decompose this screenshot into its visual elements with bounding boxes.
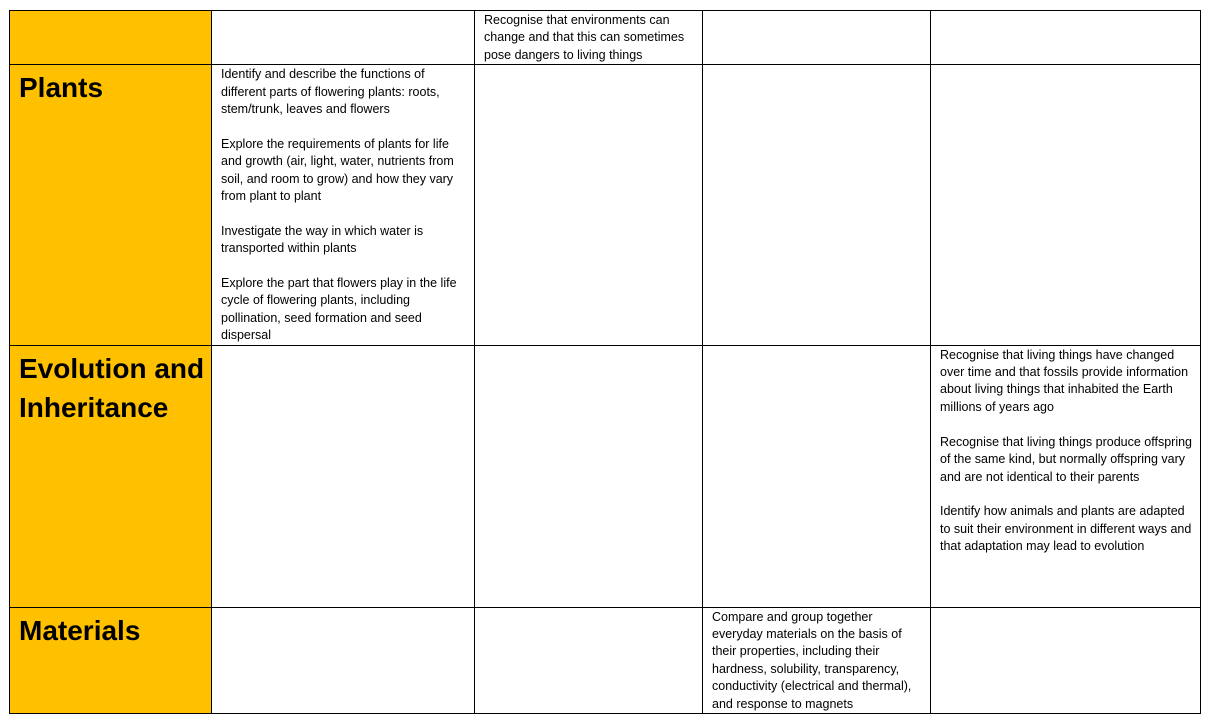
curriculum-table [9,10,1201,714]
objective-cell [475,65,703,345]
objective-text: Explore the part that flowers play in the life cycle of flowering plants, including pollination, seed formation and seed dispersal [221,276,457,343]
objective-text: Compare and group together everyday materials on the basis of their properties, including their hardness, solubility, transparency, conductivity (electrical and thermal), and response to magnets [712,609,912,711]
objective-cell [703,11,931,65]
objective-cell [931,65,1201,345]
objective-cell [703,65,931,345]
objective-cell [703,607,931,713]
table-row [10,65,1201,345]
objective-cell [931,11,1201,65]
objective-list [931,65,1200,66]
objective-list [475,346,702,347]
objective-list [475,11,702,64]
topic-title [10,11,211,14]
topic-cell [10,345,212,607]
objective-cell [931,607,1201,713]
objective-text: Recognise that living things produce offspring of the same kind, but normally offspring vary and are not identical to their parents [940,434,1193,484]
objective-list [931,346,1200,556]
objective-text: Identify and describe the functions of different parts of flowering plants: roots, stem/trunk, leaves and flowers [221,67,440,117]
objective-cell [475,607,703,713]
topic-title: Evolution and Inheritance [19,352,205,423]
objective-text: Investigate the way in which water is transported within plants [221,223,424,256]
objective-list [475,608,702,609]
objective-list [212,11,474,12]
objective-text: Explore the requirements of plants for life and growth (air, light, water, nutrients from soil, and room to grow) and how they vary from plant to plant [221,136,454,204]
objective-list [703,608,930,713]
objective-list [212,65,474,344]
objective-list [931,11,1200,12]
objective-list [212,608,474,609]
table-row [10,345,1201,607]
objective-text: Recognise that environments can change and that this can sometimes pose dangers to living things [484,13,685,62]
table-row [10,11,1201,65]
objective-list [212,346,474,347]
objective-text: Recognise that living things have changed over time and that fossils provide information about living things that inhabited the Earth millions of years ago [940,347,1189,414]
objective-cell [475,11,703,65]
objective-list [931,608,1200,609]
topic-title: Materials [19,614,141,646]
objective-list [703,11,930,12]
objective-cell [475,345,703,607]
table-row [10,607,1201,713]
objective-list [475,65,702,66]
topic-cell [10,607,212,713]
topic-cell [10,11,212,65]
objective-list [703,65,930,66]
objective-cell [212,65,475,345]
objective-cell [931,345,1201,607]
objective-cell [212,11,475,65]
objective-cell [212,345,475,607]
objective-list [703,346,930,347]
objective-cell [703,345,931,607]
topic-cell [10,65,212,345]
objective-text: Identify how animals and plants are adapted to suit their environment in different ways and that adaptation may lead to evolution [940,504,1192,554]
topic-title: Plants [19,72,104,104]
objective-cell [212,607,475,713]
